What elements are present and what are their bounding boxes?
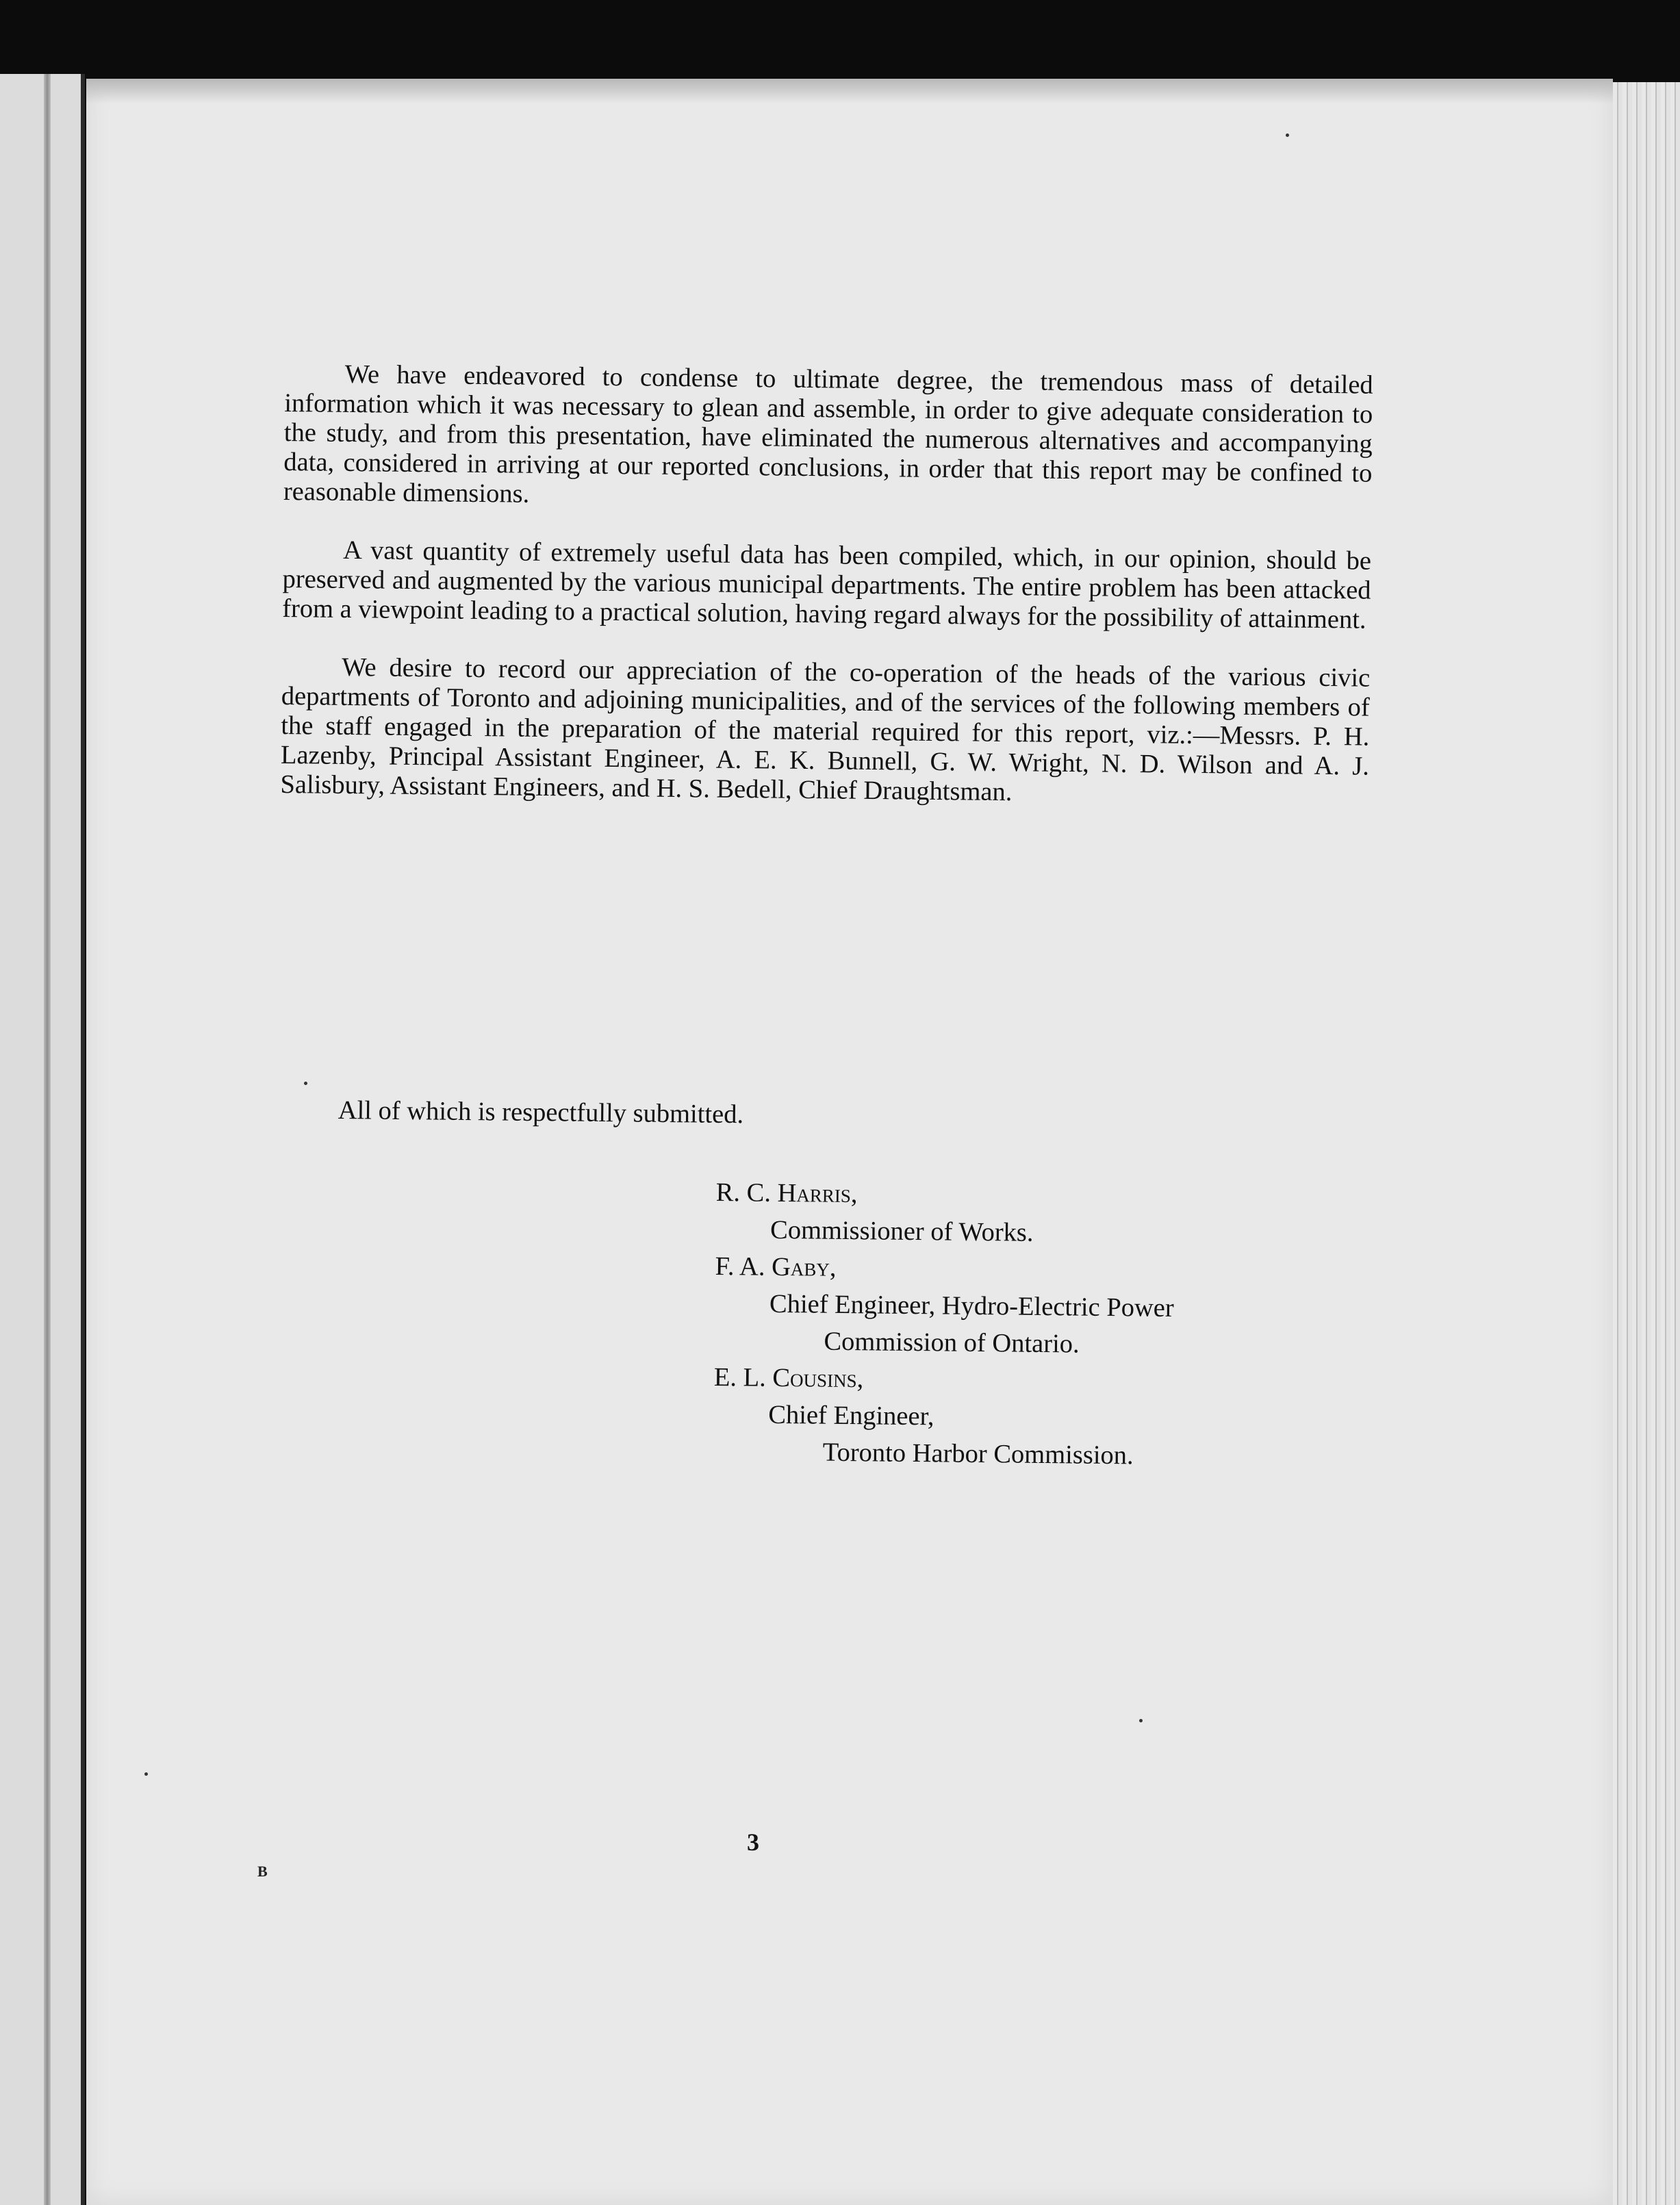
closing-line: All of which is respectfully submitted. <box>338 1096 744 1130</box>
page-number: 3 <box>747 1828 759 1856</box>
ink-speck <box>144 1772 148 1776</box>
paragraph-appreciation: We desire to record our appreciation of the co-operation of the heads of the various civic departments of Toronto and adjoining municipalities, and of the services of the following members of the staff engaged in the preparation of the material required for this report, viz.:—Messrs. P. H. Lazenby, Principal Assistant Engineer, A. E. K. Bunnell, G. W. Wright, N. D. Wilson and A. J. Salisbury, Assistant Engineers, and H. S. Bedell, Chief Draughtsman. <box>280 652 1371 807</box>
paragraph-data-compiled: A vast quantity of extremely useful data has been compiled, which, in our opinion, should be preserved and augmented by the various municipal departments. The entire problem has been attacked from a viewpoint leading to a practical solution, having regard always for the possibility of attainment. <box>281 535 1372 635</box>
document-page <box>86 79 1613 2205</box>
ink-speck <box>1286 133 1289 137</box>
left-facing-page-edge <box>0 74 85 2205</box>
signatory-name: R. C. Harris, <box>715 1177 858 1209</box>
signatory-organization: Toronto Harbor Commission. <box>822 1438 1134 1470</box>
signatory-title: Chief Engineer, <box>768 1400 934 1431</box>
signatory-organization: Commission of Ontario. <box>824 1327 1080 1359</box>
body-text <box>280 359 1373 840</box>
signatory-name: E. L. Cousins, <box>713 1362 864 1394</box>
page-top-shadow <box>86 79 1613 103</box>
signatory-title: Chief Engineer, Hydro-Electric Power <box>769 1289 1174 1323</box>
signatory-gaby <box>714 1248 1174 1364</box>
signatory-name: F. A. Gaby, <box>715 1251 837 1282</box>
binding-gutter <box>44 74 51 2205</box>
signatory-cousins <box>713 1359 1173 1475</box>
signature-list <box>713 1174 1175 1475</box>
paragraph-condense: We have endeavored to condense to ultimate degree, the tremendous mass of detailed information which it was necessary to glean and assemble, in order to give adequate consideration to the study, and from this presentation, have eliminated the numerous alternatives and accompanying data, considered in arriving at our reported conclusions, in order that this report may be confined to reasonable dimensions. <box>283 359 1373 509</box>
printer-signature-mark: B <box>257 1863 268 1880</box>
ink-speck <box>304 1082 307 1085</box>
signatory-harris <box>715 1174 1175 1253</box>
ink-speck <box>1139 1719 1143 1722</box>
signatory-title: Commissioner of Works. <box>769 1215 1034 1247</box>
